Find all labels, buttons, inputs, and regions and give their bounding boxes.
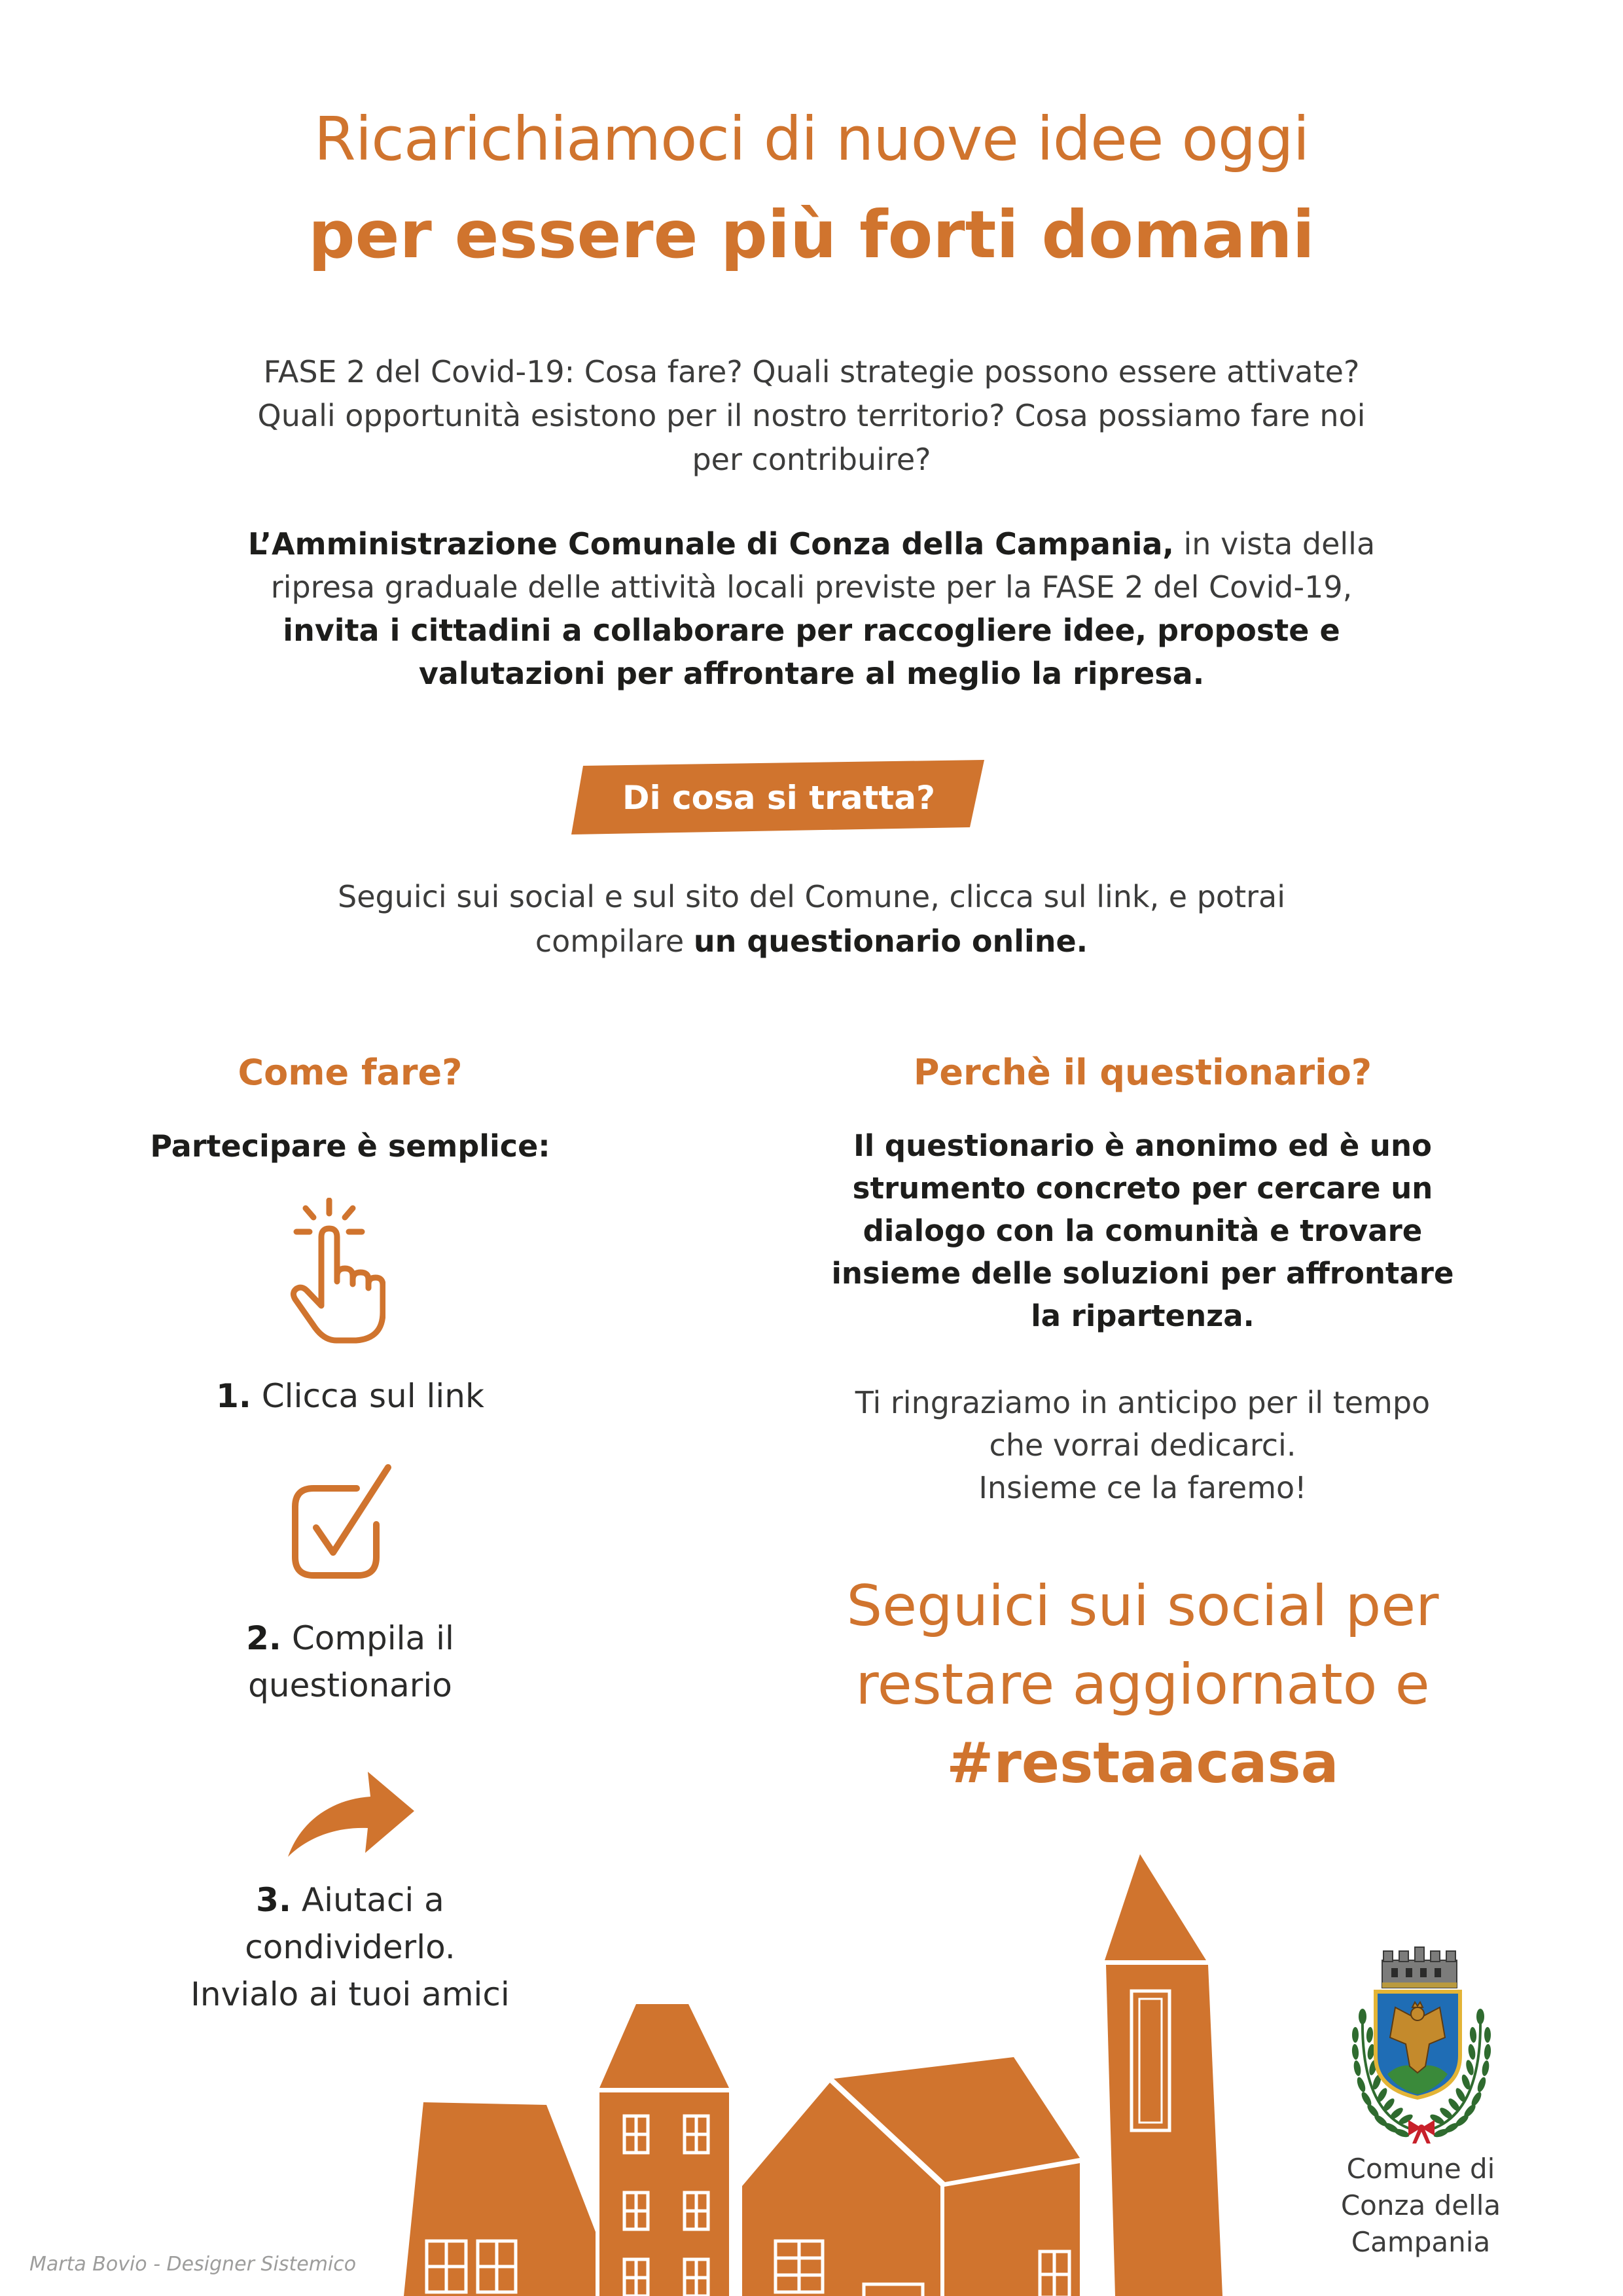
intro-line: per contribuire? [692, 442, 931, 477]
thanks-note [743, 1382, 1542, 1509]
thanks-line: che vorrai dedicarci. [989, 1427, 1296, 1463]
intro-line: Quali opportunità esistono per il nostro territorio? Cosa possiamo fare noi [257, 398, 1366, 433]
town-illustration [393, 1846, 1230, 2296]
step-number: 1. [216, 1377, 251, 1415]
invitation-text: in vista della [1183, 526, 1376, 562]
step-text: Compila il [291, 1619, 454, 1657]
social-line: restare aggiornato e [855, 1652, 1430, 1717]
step-number: 3. [256, 1881, 291, 1919]
invitation-line: ripresa graduale delle attività locali previste per la FASE 2 del Covid-19, [270, 569, 1353, 605]
step-2 [88, 1615, 612, 1709]
designer-credit: Marta Bovio - Designer Sistemico [29, 2253, 357, 2276]
invitation-paragraph [0, 522, 1623, 695]
thanks-line: Ti ringraziamo in anticipo per il tempo [855, 1385, 1431, 1420]
municipality-line: Conza della [1340, 2189, 1501, 2221]
headline-bold: per essere più forti domani [308, 196, 1315, 273]
step-line: Invialo ai tuoi amici [190, 1975, 510, 2013]
description-text: compilare [535, 924, 685, 959]
statement-line: strumento concreto per cercare un [852, 1171, 1433, 1206]
description-line [0, 919, 1623, 963]
intro-paragraph [0, 350, 1623, 482]
municipality-line: Campania [1351, 2226, 1491, 2258]
house-side-wall [944, 2163, 1080, 2296]
how-to-subtitle: Partecipare è semplice: [150, 1128, 550, 1164]
step-text: Aiutaci a [301, 1881, 444, 1919]
municipality-name [1309, 2151, 1533, 2261]
step-line [88, 1376, 612, 1416]
municipality-line: Comune di [1346, 2153, 1495, 2185]
statement-line: Il questionario è anonimo ed è uno [853, 1128, 1432, 1163]
why-title: Perchè il questionario? [913, 1052, 1372, 1093]
banner-label: Di cosa si tratta? [622, 779, 936, 817]
click-ray [345, 1208, 353, 1217]
statement-line: insieme delle soluzioni per affrontare [831, 1256, 1454, 1291]
statement-line: dialogo con la comunità e trovare [863, 1213, 1423, 1248]
step-number: 2. [246, 1619, 281, 1657]
invitation-administration: L’Amministrazione Comunale di Conza della Campania, [247, 526, 1174, 562]
hand-outline [293, 1229, 383, 1340]
headline-light: Ricarichiamoci di nuove idee oggi [313, 104, 1310, 174]
coat-of-arms-emblem [1344, 1939, 1499, 2145]
step-text: Clicca sul link [261, 1377, 484, 1415]
intro-line: FASE 2 del Covid-19: Cosa fare? Quali strategie possono essere attivate? [263, 354, 1360, 389]
mural-crown [1382, 1947, 1457, 1988]
step-line: questionario [248, 1666, 452, 1704]
why-statement [743, 1124, 1542, 1337]
description-highlight: un questionario online. [693, 924, 1088, 959]
tower-roof [1105, 1854, 1206, 1960]
step-line [88, 1615, 612, 1662]
building-tall-roof [599, 2004, 729, 2088]
hashtag: #restaacasa [946, 1731, 1339, 1796]
description-line: Seguici sui social e sul sito del Comune, clicca sul link, e potrai [338, 879, 1285, 914]
invitation-line [0, 522, 1623, 565]
pointer-hand-icon [287, 1198, 385, 1344]
invitation-call: valutazioni per affrontare al meglio la ripresa. [418, 656, 1205, 691]
invitation-call: invita i cittadini a collaborare per raccogliere idee, proposte e [283, 613, 1340, 648]
checkbox-check-icon [291, 1462, 394, 1579]
ribbon-bow [1408, 2120, 1435, 2144]
click-ray [306, 1208, 313, 1217]
arrow-shape [288, 1772, 414, 1857]
social-line: Seguici sui social per [846, 1573, 1439, 1639]
description-paragraph [0, 874, 1623, 963]
how-to-title: Come fare? [238, 1052, 463, 1093]
step-1 [88, 1376, 612, 1416]
thanks-line: Insieme ce la faremo! [978, 1470, 1307, 1505]
statement-line: la ripartenza. [1031, 1299, 1255, 1333]
social-callout [743, 1567, 1542, 1803]
step-line: condividerlo. [245, 1928, 455, 1966]
